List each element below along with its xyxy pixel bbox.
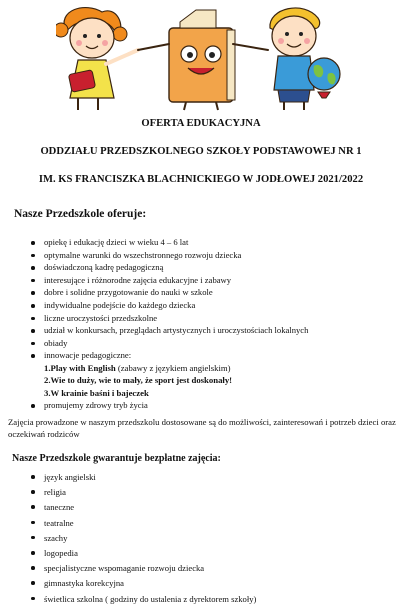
list-item: język angielski xyxy=(30,470,256,485)
free-classes-list xyxy=(30,470,256,607)
girl-figure xyxy=(56,8,138,110)
list-item: promujemy zdrowy tryb życia xyxy=(30,399,308,412)
list-item: logopedia xyxy=(30,546,256,561)
innovation-item-3: 3.W krainie baśni i bajeczek xyxy=(44,387,149,398)
list-item: szachy xyxy=(30,531,256,546)
free-classes-heading: Nasze Przedszkole gwarantuje bezpłatne zajęcia: xyxy=(12,453,221,464)
children-and-book-illustration xyxy=(56,4,346,112)
title-line-2: ODDZIAŁU PRZEDSZKOLNEGO SZKOŁY PODSTAWOWEJ NR 1 xyxy=(40,146,362,157)
list-item: opiekę i edukację dzieci w wieku 4 – 6 lat xyxy=(30,236,308,249)
title-line-3: IM. KS FRANCISZKA BLACHNICKIEGO W JODŁOWEJ 2021/2022 xyxy=(38,174,364,185)
list-item: specjalistyczne wspomaganie rozwoju dziecka xyxy=(30,561,256,576)
book-character xyxy=(138,10,268,110)
list-item: gimnastyka korekcyjna xyxy=(30,576,256,591)
boy-figure xyxy=(270,8,340,110)
list-item: indywidualne podejście do każdego dziecka xyxy=(30,299,308,312)
title-line-1: OFERTA EDUKACYJNA xyxy=(141,118,261,129)
list-item: taneczne xyxy=(30,500,256,515)
innovation-item-1: 1.Play with English (zabawy z językiem angielskim) xyxy=(44,362,231,373)
list-item: obiady xyxy=(30,337,308,350)
offer-list xyxy=(30,236,308,412)
list-item: udział w konkursach, przeglądach artystycznych i uroczystościach lokalnych xyxy=(30,324,308,337)
list-item: optymalne warunki do wszechstronnego rozwoju dziecka xyxy=(30,249,308,262)
offer-note: Zajęcia prowadzone w naszym przedszkolu dostosowane są do możliwości, zainteresowań i potrzeb dzieci oraz oczekiwań rodziców xyxy=(8,417,396,440)
list-item: dobre i solidne przygotowanie do nauki w szkole xyxy=(30,286,308,299)
list-item: teatralne xyxy=(30,516,256,531)
list-item: innowacje pedagogiczne: xyxy=(30,349,308,362)
list-item: świetlica szkolna ( godziny do ustalenia z dyrektorem szkoły) xyxy=(30,592,256,607)
innovation-item-2: 2.Wie to duży, wie to mały, że sport jest doskonały! xyxy=(44,375,233,386)
list-item: interesujące i różnorodne zajęcia edukacyjne i zabawy xyxy=(30,274,308,287)
offer-heading: Nasze Przedszkole oferuje: xyxy=(14,208,147,220)
list-item: religia xyxy=(30,485,256,500)
list-item: liczne uroczystości przedszkolne xyxy=(30,312,308,325)
list-item: doświadczoną kadrę pedagogiczną xyxy=(30,261,308,274)
